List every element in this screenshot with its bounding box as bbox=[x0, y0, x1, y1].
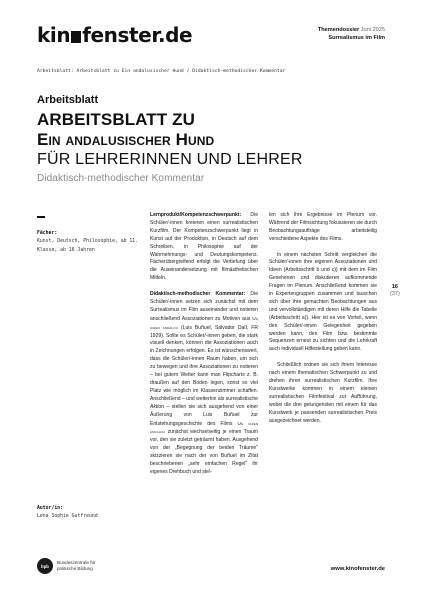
commentary-text-d: zunächst wechselseitig je einen Traum vor, den sie zuletzt geträumt haben. Ausgehend von der „Begegnung der beiden Träume" skizzieren sie nach der von Buñuel im Zitat beschriebenen „sehr einfachen Regel" ihr eigenes Drehbuch und stel- bbox=[150, 429, 259, 475]
aktion-term: Aktion bbox=[150, 403, 165, 410]
body-column-1 bbox=[150, 212, 258, 485]
subjects-meta bbox=[37, 230, 143, 255]
dossier-date: Juni 2025 bbox=[360, 27, 385, 33]
kicker: Arbeitsblatt bbox=[37, 94, 99, 106]
bpb-line2: politische Bildung bbox=[57, 566, 93, 571]
author-meta bbox=[37, 505, 143, 522]
body-column-2 bbox=[269, 212, 377, 433]
author-value: Lena Sophie Gutfreund bbox=[37, 514, 98, 520]
page-title-line1: ARBEITSBLATT ZU bbox=[37, 110, 195, 129]
learning-product-text: Die Schüler/-innen kreieren einen surrealistischen Kurzfilm. Der Kompetenzschwerpunkt liegt in Kunst auf der Produktion, in Deutsch auf dem Schreiben, in Philosophie auf der Wahrnehmungs- und Deutungskompetenz. Fächerübergreifend erfolgt die Vertiefung über die Auseinandersetzung mit filmästhetischen Mitteln. bbox=[150, 212, 258, 282]
bpb-circle-icon: bpb bbox=[37, 558, 53, 574]
dossier-topic: Surrealismus im Film bbox=[328, 34, 385, 41]
film-title-ref: Un chien andalou bbox=[150, 315, 258, 330]
bpb-logo[interactable] bbox=[37, 558, 96, 574]
bpb-text bbox=[57, 560, 96, 571]
footer-url-link[interactable]: www.kinofenster.de bbox=[330, 566, 385, 572]
commentary-heading: Didaktisch-methodischer Kommentar: bbox=[150, 291, 246, 298]
section-dash bbox=[37, 216, 45, 218]
page-number bbox=[390, 284, 400, 298]
page-current: 16 bbox=[391, 284, 398, 290]
commentary-text-a: Die Schüler/-innen setzen sich zunächst mit dem Surrealismus im Film auseinander und notieren anschließend Assoziationen zu Motiven aus bbox=[150, 291, 258, 322]
dossier-label: Themendossier bbox=[317, 27, 360, 33]
title-block bbox=[37, 94, 303, 186]
commentary-text-c: – stellen sie sich ausgehend von einer Äußerung von Luis Buñuel zur Entstehungsgeschichte des Films bbox=[150, 403, 258, 427]
column2-paragraph-2: In einem nächsten Schritt vergleichen die Schüler/-innen ihre eigenen Assoziationen und Ideen (Arbeitsschritt b und c)) mit dem im Film Gesehenen und diskutieren aufkommende Fragen im Plenum. Anschließend kommen sie in Expertengruppen zusammen und tauschen sich über ihre gemachten Beobachtungen aus und vervollständigen mit deren Hilfe die Tabelle (Arbeitsschritt a)). Hier ist es von Vorteil, wenn den Schüler/-innen Gelegenheit gegeben werden kann, den Film bzw. bestimmte Sequenzen erneut zu sichten und die Lehrkraft auch individuell Hilfestellung geben kann. bbox=[269, 251, 377, 353]
film-title-ref-2: Un chien andalou bbox=[150, 420, 258, 435]
page-subtitle: Didaktisch-methodischer Kommentar bbox=[37, 173, 205, 184]
commentary-paragraph bbox=[150, 291, 258, 477]
column2-paragraph-3: Schließlich ordnen sie sich ihrem Interesse nach einem thematischen Schwerpunkt zu und drehen ihren surrealistischen Kurzfilm. Ihre Kunstwerke kommen in einem kleinen surrealistischen Filmfestival zur Aufführung, wobei die drei gelungensten mit einem für das Kunstwerk je passenden surrealistischen Preis ausgezeichnet werden. bbox=[269, 362, 377, 424]
page-title-line2: Ein andalusischer Hund bbox=[37, 130, 215, 149]
learning-product-paragraph bbox=[150, 212, 258, 283]
page-total: (37) bbox=[390, 291, 400, 297]
subjects-value: Kunst, Deutsch, Philosophie, ab 11. Klasse, ab 16 Jahren bbox=[37, 239, 139, 253]
learning-product-heading: Lernprodukt/Kompetenzschwerpunkt: bbox=[150, 212, 242, 218]
kinofenster-logo[interactable] bbox=[37, 25, 192, 45]
logo-prefix: kin bbox=[37, 23, 71, 47]
dossier-info bbox=[318, 27, 385, 42]
logo-square-icon bbox=[71, 31, 81, 43]
breadcrumb: Arbeitsblatt: Arbeitsblatt zu Ein andalusischer Hund / Didaktisch-methodischer Kommentar bbox=[37, 69, 286, 74]
page-title-line3: FÜR LEHRERINNEN UND LEHRER bbox=[37, 151, 303, 168]
commentary-text-b: (Luis Buñuel, Salvador Dalí, FR 1929). Sollte es Schüler/-innen geben, die stark visuell denken, können die Assoziationen auch in Zeichnungen erfolgen. Es ist wünschenswert, dass die Schüler/-innen Raum haben, um sich zu bewegen und ihre Assoziationen zu notieren – bei gutem Wetter kann man Flipcharts z. B. draußen auf den Boden legen, sonst so viel Platz wie möglich im Klassenzimmer schaffen. Anschließend – und weiterhin als surrealistische bbox=[150, 324, 258, 402]
bpb-line1: Bundeszentrale für bbox=[57, 560, 96, 566]
subjects-label: Fächer: bbox=[37, 231, 58, 236]
author-label: Autor/in: bbox=[37, 506, 63, 511]
column2-paragraph-1: len sich ihre Ergebnisse im Plenum vor. Während der Filmsichtung fokussieren sie durch Beobachtungsaufträge arbeitsteilig verschiedene Aspekte des Films. bbox=[269, 212, 377, 242]
logo-suffix: fenster.de bbox=[82, 23, 193, 47]
